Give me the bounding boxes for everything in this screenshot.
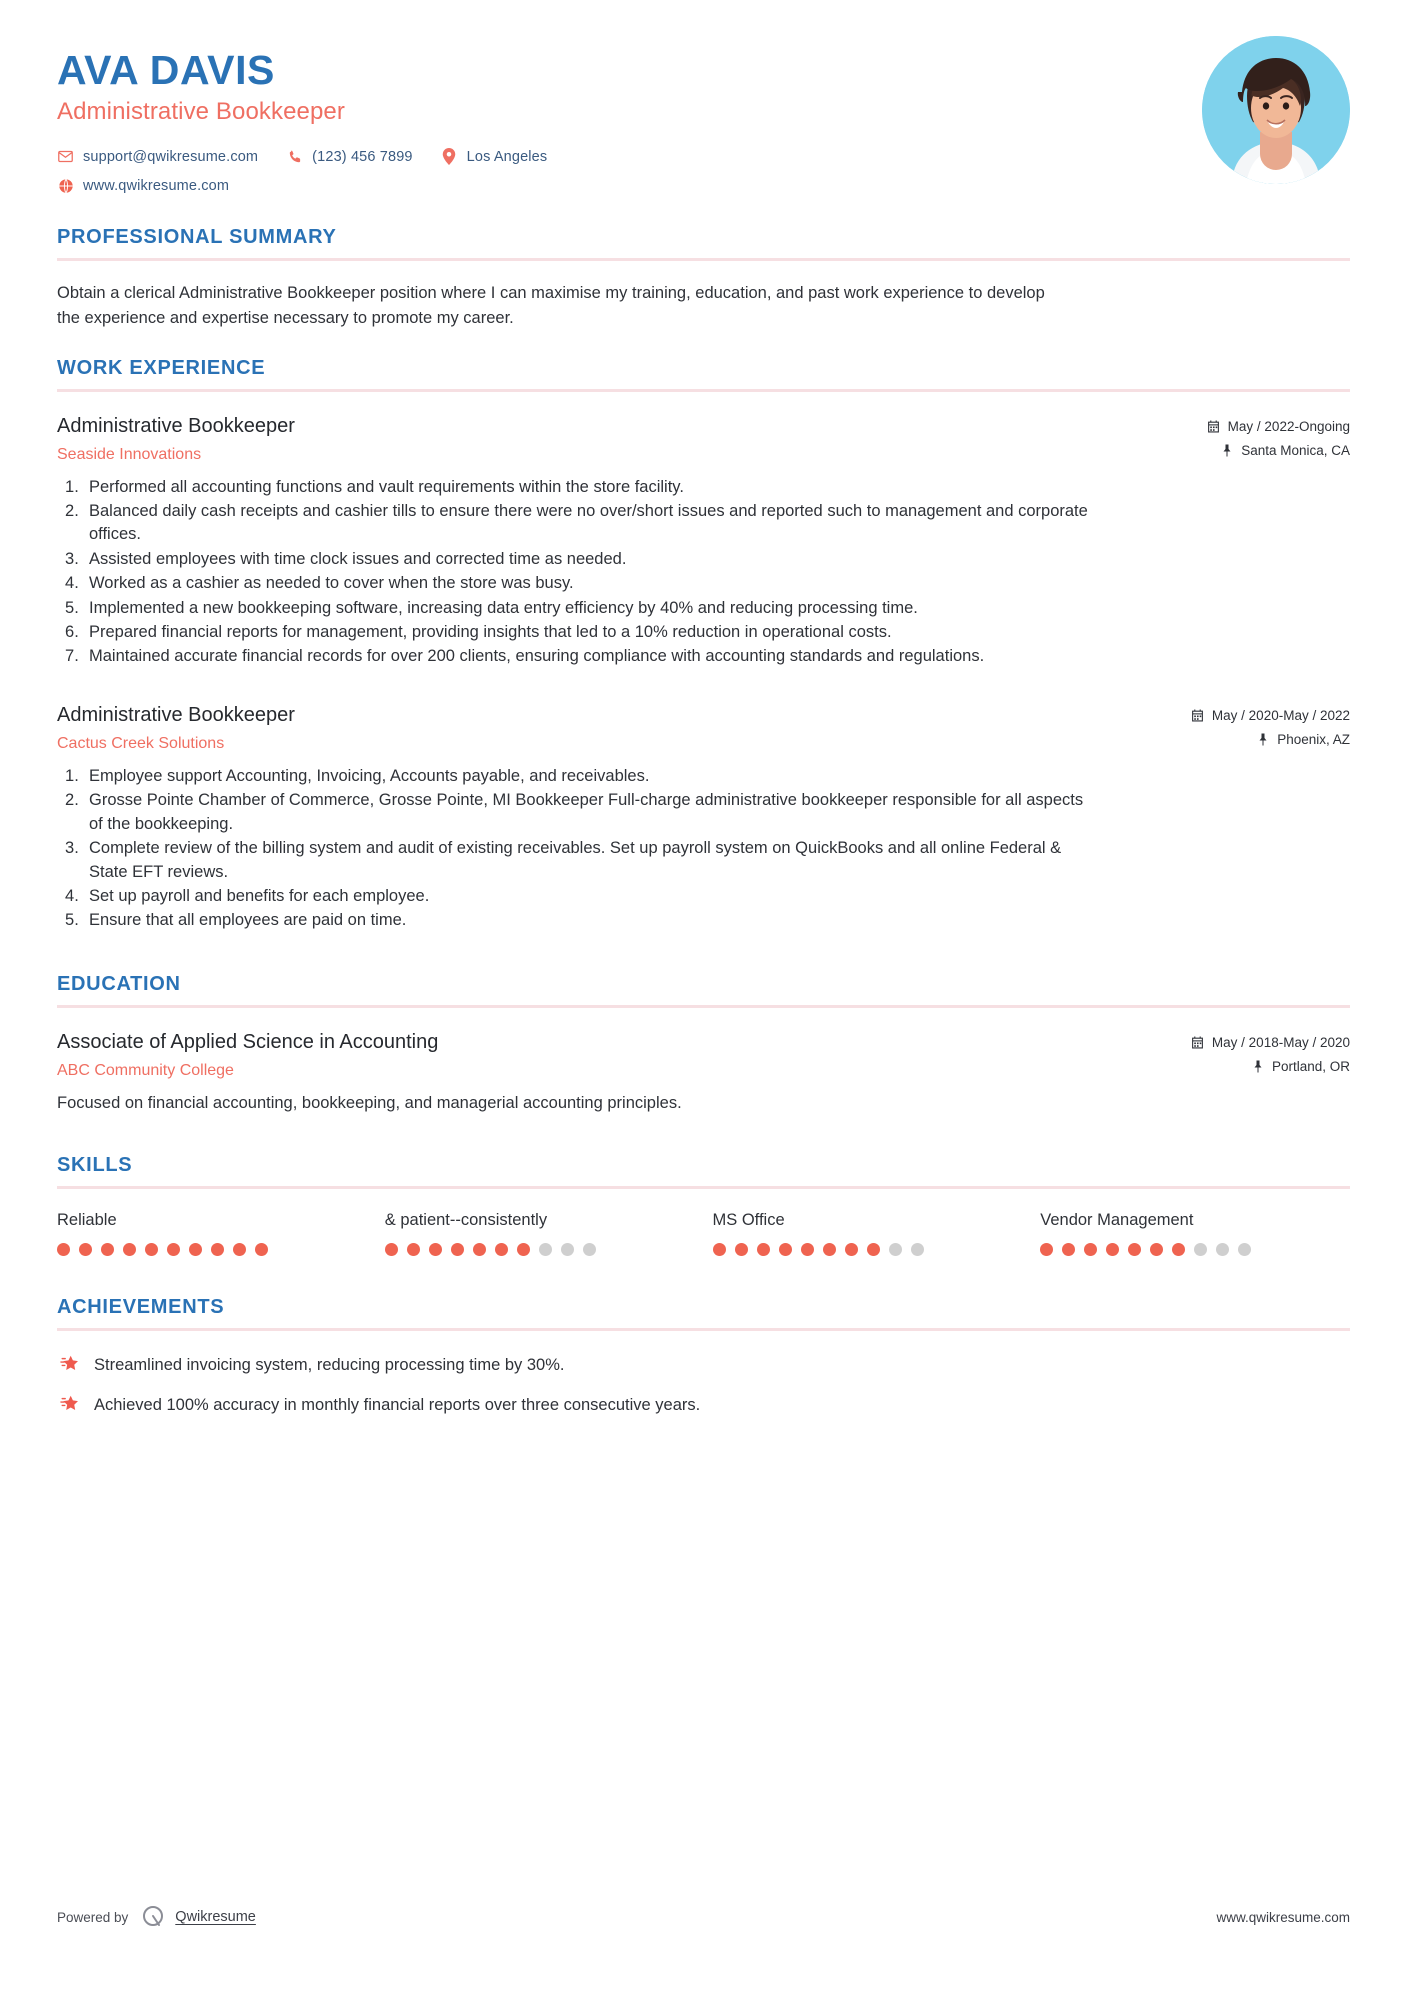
rating-dot (583, 1243, 596, 1256)
contact-location (441, 148, 548, 165)
section-divider (57, 1005, 1350, 1008)
bullet-item: Balanced daily cash receipts and cashier tills to ensure there were no over/short issues and reported such to management and corporate offices. (89, 501, 1088, 544)
job-date (1207, 419, 1350, 434)
powered-by-block (57, 1904, 256, 1930)
contact-row-primary (57, 148, 1350, 165)
job-location (1207, 443, 1350, 458)
rating-dot (495, 1243, 508, 1256)
section-title-achievements: ACHIEVEMENTS (57, 1295, 225, 1318)
phone-icon (286, 148, 303, 165)
skill-rating (1040, 1243, 1350, 1256)
skill-rating (385, 1243, 695, 1256)
bullet-item: Implemented a new bookkeeping software, increasing data entry efficiency by 40% and reducing processing time. (89, 598, 918, 617)
contact-row-secondary (57, 177, 1350, 194)
rating-dot (801, 1243, 814, 1256)
work-entry-left (57, 414, 1207, 464)
rating-dot (167, 1243, 180, 1256)
section-professional-summary (57, 226, 1350, 331)
school-name: ABC Community College (57, 1061, 234, 1079)
bullet-item: Maintained accurate financial records for over 200 clients, ensuring compliance with accounting standards and regulations. (89, 647, 985, 666)
powered-by-label: Powered by (57, 1909, 129, 1925)
education-entry-left (57, 1030, 1191, 1080)
work-entry-meta (1207, 414, 1350, 458)
company-name: Seaside Innovations (57, 445, 202, 463)
rating-dot (233, 1243, 246, 1256)
rating-dot (1084, 1243, 1097, 1256)
section-divider (57, 258, 1350, 261)
rating-dot (911, 1243, 924, 1256)
rating-dot (539, 1243, 552, 1256)
rating-dot (1150, 1243, 1163, 1256)
pushpin-icon (1256, 732, 1270, 746)
avatar (1202, 36, 1350, 184)
achievement-item (57, 1393, 1350, 1417)
section-skills (57, 1154, 1350, 1256)
rating-dot (1216, 1243, 1229, 1256)
rating-dot (1172, 1243, 1185, 1256)
job-date-text: May / 2020-May / 2022 (1211, 707, 1350, 723)
rating-dot (429, 1243, 442, 1256)
contact-email-text: support@qwikresume.com (83, 148, 259, 165)
bullet-item: Prepared financial reports for management, providing insights that led to a 10% reduction in operational costs. (89, 623, 892, 642)
summary-text: Obtain a clerical Administrative Bookkeeper position where I can maximise my training, education, and past work experience to develop the experience and expertise necessary to promote my career. (57, 284, 1045, 327)
bullet-item: Set up payroll and benefits for each employee. (89, 886, 430, 905)
envelope-icon (57, 148, 74, 165)
bullet-item: Employee support Accounting, Invoicing, Accounts payable, and receivables. (89, 766, 650, 785)
skill-label: Reliable (57, 1210, 117, 1229)
achievement-item (57, 1353, 1350, 1377)
rating-dot (451, 1243, 464, 1256)
rating-dot (561, 1243, 574, 1256)
education-entry-head (57, 1030, 1350, 1080)
footer-website-url[interactable]: www.qwikresume.com (1216, 1909, 1350, 1925)
job-title: Administrative Bookkeeper (57, 414, 295, 437)
rating-dot (1238, 1243, 1251, 1256)
work-entry-head (57, 414, 1350, 464)
job-location-text: Phoenix, AZ (1277, 731, 1350, 747)
rating-dot (57, 1243, 70, 1256)
globe-icon (57, 177, 74, 194)
skill-item (57, 1211, 367, 1256)
job-title: Administrative Bookkeeper (57, 703, 295, 726)
achievements-list (57, 1353, 1350, 1417)
achievement-text: Streamlined invoicing system, reducing processing time by 30%. (94, 1355, 565, 1374)
education-date-text: May / 2018-May / 2020 (1211, 1034, 1350, 1050)
rating-dot (1106, 1243, 1119, 1256)
page-footer (57, 1904, 1350, 1930)
candidate-job-title: Administrative Bookkeeper (57, 98, 345, 126)
rating-dot (713, 1243, 726, 1256)
job-date-text: May / 2022-Ongoing (1227, 418, 1350, 434)
section-divider (57, 1328, 1350, 1331)
skill-item (713, 1211, 1023, 1256)
calendar-icon (1191, 708, 1205, 722)
rating-dot (867, 1243, 880, 1256)
rating-dot (145, 1243, 158, 1256)
company-name: Cactus Creek Solutions (57, 734, 225, 752)
rating-dot (1194, 1243, 1207, 1256)
skill-label: Vendor Management (1040, 1210, 1194, 1229)
bullet-item: Grosse Pointe Chamber of Commerce, Grosse Pointe, MI Bookkeeper Full-charge administrative bookkeeper responsible for all aspects of the bookkeeping. (89, 791, 1084, 833)
job-location (1191, 732, 1350, 747)
rating-dot (211, 1243, 224, 1256)
rating-dot (1062, 1243, 1075, 1256)
rating-dot (1128, 1243, 1141, 1256)
work-entry-head (57, 703, 1350, 753)
section-divider (57, 1186, 1350, 1189)
job-date (1191, 708, 1350, 723)
section-achievements (57, 1296, 1350, 1417)
contact-website-text: www.qwikresume.com (83, 177, 230, 194)
work-entry (57, 414, 1350, 669)
skill-item (385, 1211, 695, 1256)
skills-grid (57, 1211, 1350, 1256)
work-entry-left (57, 703, 1191, 753)
rating-dot (385, 1243, 398, 1256)
bullet-item: Performed all accounting functions and vault requirements within the store facility. (89, 477, 684, 496)
calendar-icon (1191, 1035, 1205, 1049)
skill-label: & patient--consistently (384, 1210, 548, 1229)
skill-rating (713, 1243, 1023, 1256)
bullet-item: Worked as a cashier as needed to cover when the store was busy. (89, 574, 574, 593)
star-icon (57, 1393, 81, 1417)
rating-dot (757, 1243, 770, 1256)
contact-location-text: Los Angeles (466, 148, 548, 165)
pushpin-icon (1251, 1059, 1265, 1073)
rating-dot (779, 1243, 792, 1256)
rating-dot (255, 1243, 268, 1256)
rating-dot (79, 1243, 92, 1256)
rating-dot (823, 1243, 836, 1256)
section-work-experience (57, 357, 1350, 933)
candidate-name: AVA DAVIS (57, 47, 276, 93)
rating-dot (845, 1243, 858, 1256)
bullet-item: Assisted employees with time clock issues and corrected time as needed. (89, 549, 627, 568)
education-location (1191, 1059, 1350, 1074)
contact-phone-text: (123) 456 7899 (312, 148, 413, 165)
rating-dot (1040, 1243, 1053, 1256)
contact-email[interactable] (57, 148, 258, 165)
education-location-text: Portland, OR (1271, 1058, 1350, 1074)
rating-dot (101, 1243, 114, 1256)
resume-header (57, 0, 1350, 200)
work-entry-meta (1191, 703, 1350, 747)
section-title-education: EDUCATION (57, 972, 181, 995)
section-title-work: WORK EXPERIENCE (57, 356, 266, 379)
rating-dot (189, 1243, 202, 1256)
section-education (57, 973, 1350, 1116)
rating-dot (473, 1243, 486, 1256)
calendar-icon (1207, 419, 1221, 433)
skill-rating (57, 1243, 367, 1256)
job-bullets (57, 765, 1350, 933)
achievement-text: Achieved 100% accuracy in monthly financial reports over three consecutive years. (94, 1395, 701, 1414)
star-icon (57, 1353, 81, 1377)
education-description: Focused on financial accounting, bookkeeping, and managerial accounting principles. (57, 1093, 682, 1112)
education-entry-meta (1191, 1030, 1350, 1074)
section-title-skills: SKILLS (57, 1153, 133, 1176)
map-pin-icon (441, 148, 458, 165)
bullet-item: Ensure that all employees are paid on time. (89, 911, 407, 930)
job-bullets (57, 476, 1350, 669)
contact-phone[interactable] (286, 148, 412, 165)
q-logo-icon (140, 1904, 166, 1930)
skill-item (1040, 1211, 1350, 1256)
skill-label: MS Office (712, 1210, 785, 1229)
contact-website[interactable] (57, 177, 229, 194)
rating-dot (407, 1243, 420, 1256)
rating-dot (889, 1243, 902, 1256)
pushpin-icon (1220, 443, 1234, 457)
rating-dot (517, 1243, 530, 1256)
rating-dot (123, 1243, 136, 1256)
work-entry (57, 703, 1350, 933)
education-date (1191, 1035, 1350, 1050)
qwikresume-link[interactable]: Qwikresume (175, 1909, 256, 1925)
education-entry (57, 1030, 1350, 1116)
section-title-summary: PROFESSIONAL SUMMARY (57, 226, 337, 248)
degree-title: Associate of Applied Science in Accounting (57, 1030, 439, 1053)
rating-dot (735, 1243, 748, 1256)
job-location-text: Santa Monica, CA (1241, 442, 1350, 458)
bullet-item: Complete review of the billing system and audit of existing receivables. Set up payroll system on QuickBooks and all online Federal & State EFT reviews. (89, 839, 1062, 881)
section-divider (57, 389, 1350, 392)
